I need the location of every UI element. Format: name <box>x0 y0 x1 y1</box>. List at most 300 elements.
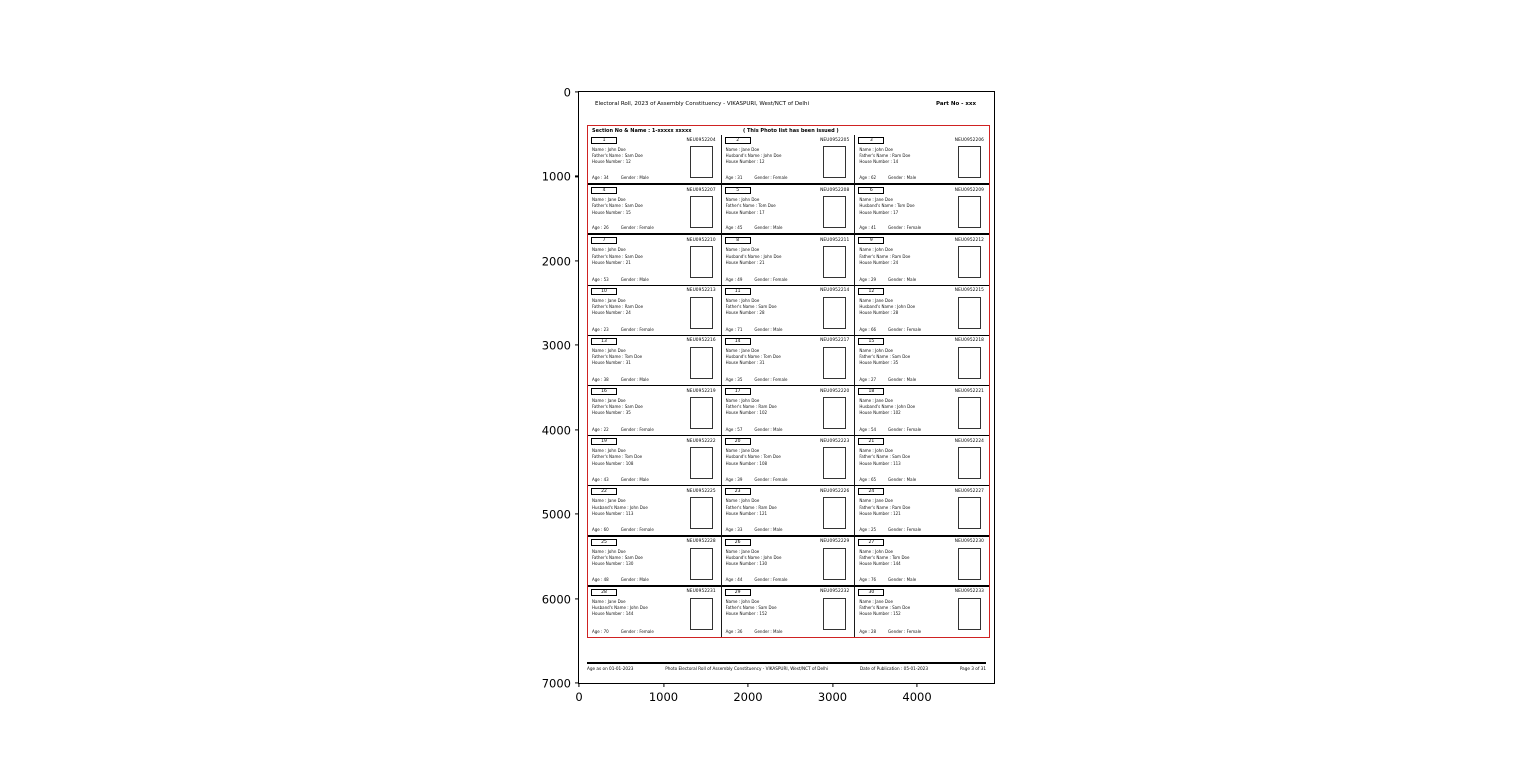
serial-number: 21 <box>868 439 875 445</box>
voter-age: Age : 28 <box>859 629 877 634</box>
voter-gender: Gender : Male <box>888 576 917 582</box>
voter-age-gender <box>726 629 783 634</box>
serial-number: 2 <box>736 138 740 143</box>
voter-details <box>592 197 684 216</box>
serial-number-box <box>858 288 884 295</box>
voter-house: House Number : 130 <box>725 560 768 566</box>
voter-age: Age : 22 <box>592 427 609 433</box>
voter-name: Name : Jane Doe <box>859 197 893 203</box>
y-tick-mark <box>575 260 579 261</box>
voter-details <box>592 549 684 568</box>
voter-card <box>588 386 722 436</box>
voter-name: Name : Jane Doe <box>725 247 760 253</box>
voter-grid <box>588 135 989 637</box>
voter-age: Age : 53 <box>592 276 609 282</box>
voter-age-gender <box>726 527 783 532</box>
voter-age-gender <box>592 277 649 282</box>
serial-number-box <box>858 539 884 546</box>
voter-age: Age : 70 <box>592 629 609 634</box>
voter-details <box>726 197 818 216</box>
voter-gender: Gender : Male <box>620 276 649 282</box>
x-tick-mark <box>832 683 833 687</box>
voter-details <box>592 498 684 517</box>
photo-placeholder <box>958 397 981 429</box>
epic-number: NEU0952230 <box>954 539 984 545</box>
voter-relation: Husband's Name : John Doe <box>859 404 916 410</box>
serial-number: 14 <box>734 338 741 344</box>
photo-placeholder <box>823 196 846 228</box>
voter-details <box>726 599 818 618</box>
voter-card <box>588 135 722 185</box>
voter-details <box>859 197 951 216</box>
serial-number-box <box>725 488 751 495</box>
voter-relation: Father's Name : Sam Doe <box>592 404 643 410</box>
voter-details <box>859 298 951 317</box>
voter-relation: Father's Name : Sam Doe <box>859 454 911 460</box>
footer-divider <box>587 662 986 664</box>
voter-house: House Number : 35 <box>592 410 631 416</box>
voter-relation: Father's Name : Ram Doe <box>859 153 911 159</box>
voter-card <box>722 436 856 486</box>
epic-number: NEU0952224 <box>954 438 984 444</box>
serial-number: 4 <box>602 188 606 194</box>
epic-number: NEU0952218 <box>954 338 984 344</box>
voter-details <box>592 348 684 367</box>
serial-number-box <box>858 438 884 445</box>
x-tick-mark <box>747 683 748 687</box>
photo-placeholder <box>823 598 846 630</box>
voter-name: Name : John Doe <box>859 548 893 554</box>
voter-gender: Gender : Male <box>888 175 917 181</box>
x-tick-mark <box>578 683 579 687</box>
page-border-box <box>587 125 990 638</box>
voter-gender: Gender : Female <box>620 326 654 332</box>
voter-gender: Gender : Male <box>620 377 649 382</box>
voter-card <box>588 587 722 637</box>
serial-number: 29 <box>734 589 741 595</box>
footer-left: Age as on 01-01-2023 <box>587 666 634 671</box>
epic-number: NEU0952226 <box>820 488 850 494</box>
voter-age-gender <box>726 577 788 582</box>
serial-number-box <box>858 388 884 395</box>
serial-number-box <box>591 187 617 194</box>
serial-number-box <box>591 388 617 395</box>
voter-gender: Gender : Male <box>888 477 917 483</box>
photo-placeholder <box>690 497 713 529</box>
voter-details <box>859 398 951 417</box>
serial-number: 13 <box>601 338 607 344</box>
epic-number: NEU0952208 <box>820 187 850 193</box>
photo-placeholder <box>823 497 846 529</box>
serial-number: 1 <box>602 138 606 143</box>
voter-card <box>855 135 989 185</box>
voter-details <box>592 247 684 266</box>
voter-age-gender <box>592 527 654 532</box>
voter-gender: Gender : Male <box>620 576 649 582</box>
voter-gender: Gender : Male <box>620 175 649 181</box>
voter-name: Name : Jane Doe <box>725 448 760 454</box>
voter-name: Name : Jane Doe <box>725 347 760 353</box>
voter-age-gender <box>592 577 649 582</box>
voter-name: Name : John Doe <box>859 347 893 353</box>
voter-gender: Gender : Female <box>754 377 788 382</box>
voter-name: Name : John Doe <box>725 197 760 203</box>
x-tick-label: 4000 <box>902 690 932 704</box>
voter-house: House Number : 31 <box>592 360 631 366</box>
serial-number-box <box>858 187 884 194</box>
voter-card <box>722 486 856 536</box>
photo-placeholder <box>823 347 846 379</box>
voter-relation: Father's Name : Ram Doe <box>592 303 644 309</box>
voter-age: Age : 27 <box>859 377 877 382</box>
voter-card <box>855 537 989 587</box>
voter-relation: Father's Name : Ram Doe <box>725 404 777 410</box>
voter-name: Name : Jane Doe <box>592 498 626 504</box>
x-tick-mark <box>663 683 664 687</box>
voter-gender: Gender : Male <box>888 377 917 382</box>
voter-relation: Father's Name : Sam Doe <box>859 604 911 610</box>
footer-right: Date of Publication : 05-01-2023 <box>859 666 929 671</box>
voter-card <box>855 587 989 637</box>
voter-age-gender <box>859 277 916 282</box>
voter-details <box>859 348 951 367</box>
y-tick-mark <box>575 514 579 515</box>
plot-axes <box>541 85 995 704</box>
voter-gender: Gender : Female <box>888 629 922 634</box>
voter-details <box>726 549 818 568</box>
voter-age-gender <box>859 327 921 332</box>
epic-number: NEU0952219 <box>686 388 716 394</box>
voter-name: Name : John Doe <box>592 347 626 353</box>
photo-placeholder <box>958 246 981 278</box>
voter-relation: Father's Name : Tom Doe <box>592 454 643 460</box>
voter-age-gender <box>726 277 788 282</box>
voter-age-gender <box>859 377 916 382</box>
epic-number: NEU0952227 <box>954 488 984 494</box>
voter-details <box>726 247 818 266</box>
serial-number-box <box>725 237 751 244</box>
photo-placeholder <box>958 196 981 228</box>
photo-placeholder <box>958 297 981 329</box>
photo-placeholder <box>958 146 981 178</box>
voter-name: Name : Jane Doe <box>592 197 626 203</box>
voter-house: House Number : 152 <box>725 611 768 617</box>
serial-number: 7 <box>602 238 606 244</box>
voter-gender: Gender : Female <box>754 175 788 181</box>
serial-number: 20 <box>734 439 741 445</box>
voter-details <box>726 398 818 417</box>
voter-gender: Gender : Female <box>754 276 788 282</box>
voter-house: House Number : 28 <box>725 309 765 315</box>
serial-number-box <box>725 338 751 345</box>
voter-house: House Number : 17 <box>725 209 765 215</box>
voter-house: House Number : 130 <box>592 560 634 566</box>
voter-details <box>592 398 684 417</box>
serial-number-box <box>858 589 884 596</box>
voter-house: House Number : 102 <box>859 410 901 416</box>
voter-age-gender <box>859 225 921 230</box>
epic-number: NEU0952205 <box>820 137 850 143</box>
voter-relation: Husband's Name : John Doe <box>592 604 648 610</box>
voter-details <box>592 298 684 317</box>
serial-number-box <box>591 237 617 244</box>
voter-name: Name : Jane Doe <box>725 548 760 554</box>
voter-house: House Number : 12 <box>592 159 631 165</box>
epic-number: NEU0952232 <box>820 589 850 595</box>
y-tick-mark <box>575 345 579 346</box>
y-tick-mark <box>575 176 579 177</box>
photo-placeholder <box>958 598 981 630</box>
serial-number: 25 <box>601 539 607 545</box>
photo-placeholder <box>690 297 713 329</box>
voter-age: Age : 66 <box>859 326 877 332</box>
voter-card <box>722 587 856 637</box>
voter-card <box>855 286 989 336</box>
footer-page: Page 3 of 31 <box>959 666 986 671</box>
serial-number-box <box>725 539 751 546</box>
voter-age: Age : 54 <box>859 427 877 433</box>
y-tick-label: 4000 <box>541 423 571 438</box>
epic-number: NEU0952204 <box>686 137 716 143</box>
voter-name: Name : John Doe <box>592 548 626 554</box>
serial-number-box <box>858 488 884 495</box>
voter-age: Age : 31 <box>725 175 743 181</box>
voter-age: Age : 49 <box>725 276 743 282</box>
epic-number: NEU0952211 <box>820 237 850 243</box>
voter-age: Age : 35 <box>725 377 743 382</box>
voter-house: House Number : 113 <box>859 460 901 466</box>
voter-card <box>722 386 856 436</box>
serial-number-box <box>591 539 617 546</box>
serial-number: 3 <box>869 138 873 143</box>
voter-details <box>592 599 684 618</box>
photo-placeholder <box>823 246 846 278</box>
serial-number: 12 <box>868 288 875 294</box>
photo-placeholder <box>958 548 981 580</box>
voter-house: House Number : 14 <box>859 159 899 165</box>
voter-age: Age : 45 <box>725 225 743 231</box>
photo-placeholder <box>690 246 713 278</box>
voter-relation: Husband's Name : John Doe <box>859 303 916 309</box>
voter-name: Name : Jane Doe <box>859 498 893 504</box>
photo-placeholder <box>823 297 846 329</box>
voter-details <box>859 549 951 568</box>
voter-relation: Husband's Name : John Doe <box>725 253 782 259</box>
voter-age: Age : 57 <box>725 427 743 433</box>
epic-number: NEU0952212 <box>954 237 984 243</box>
voter-age-gender <box>592 327 654 332</box>
section-note: ( This Photo list has been issued ) <box>743 127 839 134</box>
voter-age-gender <box>859 527 921 532</box>
voter-age: Age : 71 <box>725 326 743 332</box>
voter-name: Name : John Doe <box>725 398 760 403</box>
photo-placeholder <box>823 397 846 429</box>
epic-number: NEU0952206 <box>954 137 984 143</box>
photo-placeholder <box>958 497 981 529</box>
serial-number-box <box>725 288 751 295</box>
voter-age-gender <box>859 477 916 482</box>
voter-name: Name : Jane Doe <box>725 147 760 152</box>
serial-number: 27 <box>868 539 875 545</box>
serial-number: 17 <box>734 389 741 394</box>
voter-gender: Gender : Male <box>620 477 649 483</box>
voter-details <box>859 448 951 467</box>
epic-number: NEU0952225 <box>686 488 716 494</box>
voter-name: Name : John Doe <box>725 498 760 504</box>
photo-placeholder <box>690 548 713 580</box>
voter-card <box>722 185 856 235</box>
serial-number-box <box>725 438 751 445</box>
photo-placeholder <box>690 196 713 228</box>
voter-gender: Gender : Female <box>754 477 788 483</box>
voter-age: Age : 23 <box>592 326 609 332</box>
voter-card <box>722 135 856 185</box>
serial-number: 28 <box>601 589 607 595</box>
voter-name: Name : Jane Doe <box>592 297 626 303</box>
y-tick-label: 5000 <box>541 507 571 522</box>
y-tick-mark <box>575 91 579 92</box>
y-tick-mark <box>575 598 579 599</box>
voter-card <box>855 185 989 235</box>
voter-gender: Gender : Female <box>888 326 922 332</box>
epic-number: NEU0952217 <box>820 338 850 344</box>
voter-age-gender <box>592 477 649 482</box>
footer-center: Photo Electoral Roll of Assembly Constituency - VIKASPURI, West/NCT of Delhi <box>665 666 829 671</box>
voter-card <box>588 286 722 336</box>
voter-house: House Number : 24 <box>859 259 899 265</box>
voter-details <box>859 599 951 618</box>
voter-age-gender <box>726 225 783 230</box>
voter-relation: Father's Name : Tom Doe <box>725 203 776 209</box>
epic-number: NEU0952209 <box>954 187 984 193</box>
voter-card <box>855 486 989 536</box>
voter-age-gender <box>592 629 654 634</box>
serial-number: 26 <box>734 539 741 545</box>
voter-name: Name : Jane Doe <box>859 598 893 604</box>
photo-placeholder <box>690 447 713 479</box>
voter-house: House Number : 31 <box>725 360 765 366</box>
voter-age-gender <box>592 175 649 180</box>
electoral-roll-page <box>579 92 994 683</box>
voter-gender: Gender : Female <box>754 576 788 582</box>
serial-number-box <box>591 589 617 596</box>
voter-age: Age : 36 <box>725 629 743 634</box>
serial-number-box <box>858 137 884 144</box>
voter-age: Age : 60 <box>592 526 609 532</box>
x-tick-label: 1000 <box>648 690 679 704</box>
voter-relation: Husband's Name : John Doe <box>725 554 782 560</box>
voter-age-gender <box>859 629 921 634</box>
epic-number: NEU0952210 <box>686 237 716 243</box>
voter-house: House Number : 113 <box>592 510 634 516</box>
voter-age-gender <box>726 377 788 382</box>
voter-age: Age : 29 <box>859 276 877 282</box>
footer <box>587 666 986 671</box>
voter-name: Name : John Doe <box>859 448 893 454</box>
voter-relation: Husband's Name : Tom Doe <box>725 353 781 359</box>
voter-name: Name : John Doe <box>592 247 626 253</box>
x-tick-label: 0 <box>575 690 583 704</box>
voter-age: Age : 44 <box>725 576 743 582</box>
voter-house: House Number : 152 <box>859 611 901 617</box>
voter-age-gender <box>592 225 654 230</box>
serial-number-box <box>591 137 617 144</box>
voter-house: House Number : 28 <box>859 309 899 315</box>
serial-number: 23 <box>734 489 741 495</box>
serial-number-box <box>591 438 617 445</box>
epic-number: NEU0952228 <box>686 539 716 545</box>
x-tick-label: 2000 <box>733 690 763 704</box>
epic-number: NEU0952221 <box>954 388 984 394</box>
voter-age-gender <box>859 175 916 180</box>
voter-gender: Gender : Male <box>888 276 917 282</box>
epic-number: NEU0952229 <box>820 539 850 545</box>
serial-number: 15 <box>868 338 875 344</box>
serial-number-box <box>858 338 884 345</box>
voter-house: House Number : 121 <box>725 510 768 516</box>
voter-name: Name : Jane Doe <box>592 598 626 604</box>
voter-name: Name : Jane Doe <box>592 398 626 403</box>
voter-relation: Husband's Name : Tom Doe <box>859 203 915 209</box>
photo-placeholder <box>690 347 713 379</box>
y-tick-label: 3000 <box>541 338 571 353</box>
epic-number: NEU0952207 <box>686 187 716 193</box>
voter-gender: Gender : Male <box>754 225 783 231</box>
voter-gender: Gender : Female <box>888 526 922 532</box>
voter-name: Name : John Doe <box>725 297 760 303</box>
voter-age: Age : 34 <box>592 175 609 181</box>
voter-card <box>855 436 989 486</box>
voter-gender: Gender : Male <box>754 326 783 332</box>
photo-placeholder <box>690 397 713 429</box>
serial-number-box <box>591 288 617 295</box>
voter-card <box>588 185 722 235</box>
serial-number-box <box>725 187 751 194</box>
voter-relation: Father's Name : Tom Doe <box>592 353 643 359</box>
photo-placeholder <box>958 447 981 479</box>
voter-relation: Husband's Name : Tom Doe <box>725 454 781 460</box>
voter-details <box>859 498 951 517</box>
voter-details <box>859 147 951 166</box>
voter-relation: Father's Name : Ram Doe <box>859 504 911 510</box>
photo-placeholder <box>958 347 981 379</box>
voter-relation: Father's Name : Sam Doe <box>592 253 643 259</box>
voter-house: House Number : 35 <box>859 360 899 366</box>
voter-card <box>722 235 856 285</box>
voter-relation: Father's Name : Sam Doe <box>725 604 777 610</box>
y-tick-label: 2000 <box>541 254 571 269</box>
serial-number-box <box>858 237 884 244</box>
voter-gender: Gender : Male <box>754 526 783 532</box>
voter-relation: Father's Name : Ram Doe <box>725 504 777 510</box>
voter-age: Age : 43 <box>592 477 609 483</box>
voter-card <box>588 336 722 386</box>
voter-age: Age : 38 <box>592 377 609 382</box>
voter-card <box>722 537 856 587</box>
photo-placeholder <box>823 548 846 580</box>
voter-age-gender <box>592 377 649 382</box>
voter-house: House Number : 24 <box>592 309 631 315</box>
voter-age: Age : 33 <box>725 526 743 532</box>
voter-house: House Number : 144 <box>859 560 901 566</box>
voter-house: House Number : 21 <box>592 259 631 265</box>
voter-age-gender <box>726 427 783 432</box>
voter-card <box>588 235 722 285</box>
voter-details <box>726 498 818 517</box>
serial-number-box <box>591 488 617 495</box>
voter-age: Age : 48 <box>592 576 609 582</box>
voter-house: House Number : 108 <box>725 460 768 466</box>
